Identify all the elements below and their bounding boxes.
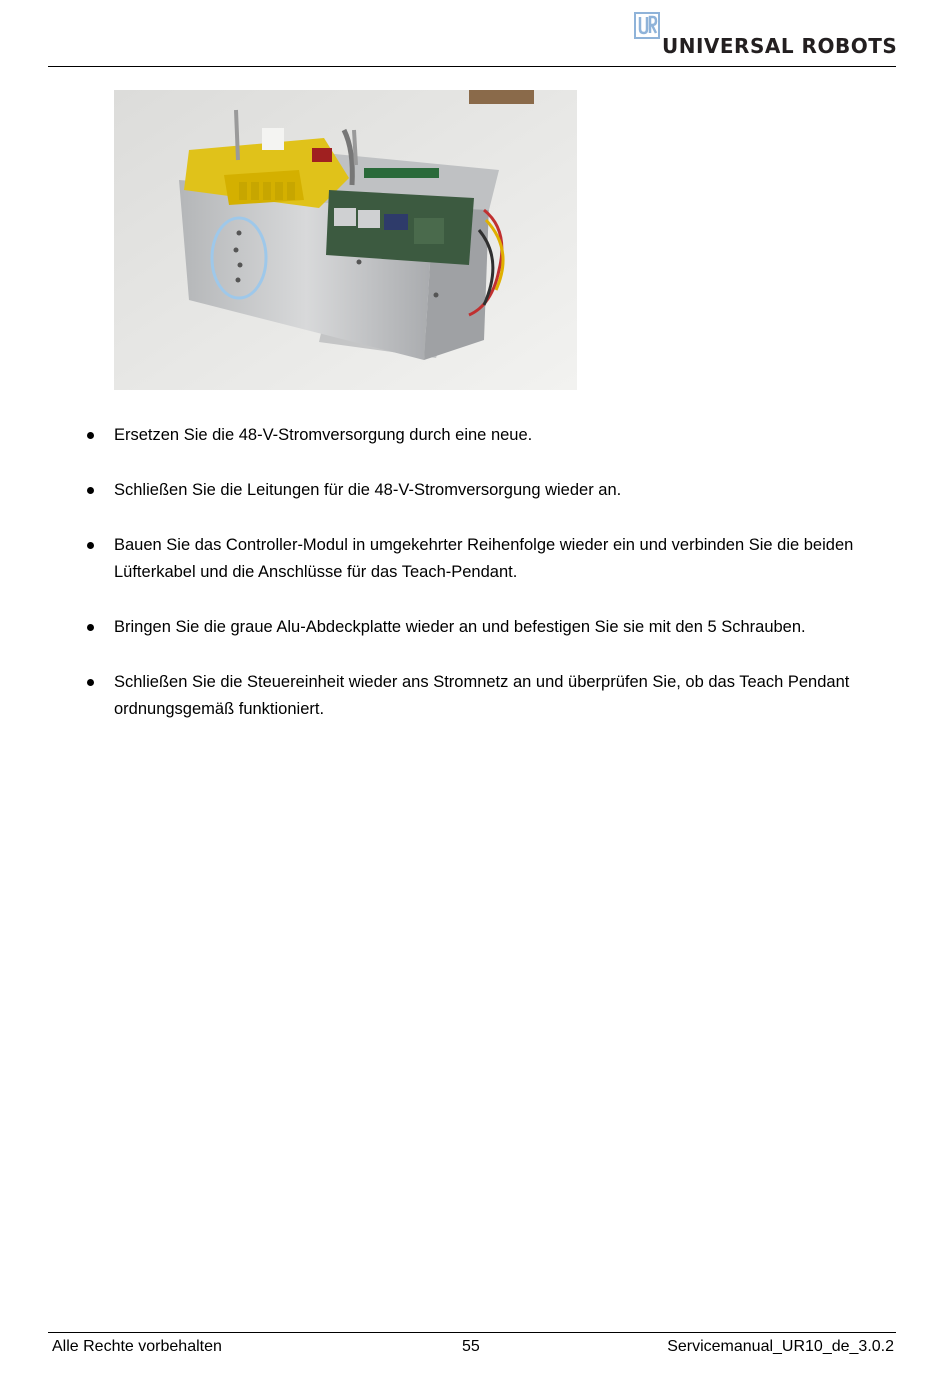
page-number: 55 [462,1338,480,1355]
controller-module-photo [114,90,577,390]
document-id: Servicemanual_UR10_de_3.0.2 [667,1338,894,1355]
list-item [80,614,900,641]
logo-brand-text: UNIVERSAL ROBOTS [662,34,898,58]
list-item [80,532,900,586]
list-item-text: Bringen Sie die graue Alu-Abdeckplatte wieder an und befestigen Sie sie mit den 5 Schrauben. [114,618,806,636]
page-footer [48,1332,896,1373]
list-item-text: Bauen Sie das Controller-Modul in umgekehrter Reihenfolge wieder ein und verbinden Sie die beiden Lüfterkabel und die Anschlüsse für das Teach-Pendant. [114,536,854,581]
bullet-icon [87,624,94,631]
photo-illustration [114,90,577,390]
bullet-icon [87,679,94,686]
list-item [80,669,900,723]
bullet-icon [87,487,94,494]
list-item [80,422,900,449]
universal-robots-logo [634,12,898,58]
list-item-text: Schließen Sie die Leitungen für die 48-V-Stromversorgung wieder an. [114,481,622,499]
page-header [48,0,896,67]
instruction-list [80,422,900,751]
ur-logo-icon [634,12,660,40]
bullet-icon [87,542,94,549]
list-item [80,477,900,504]
bullet-icon [87,432,94,439]
list-item-text: Schließen Sie die Steuereinheit wieder ans Stromnetz an und überprüfen Sie, ob das Teach Pendant ordnungsgemäß funktioniert. [114,673,850,718]
footer-rights-text: Alle Rechte vorbehalten [52,1338,222,1355]
list-item-text: Ersetzen Sie die 48-V-Stromversorgung durch eine neue. [114,426,533,444]
